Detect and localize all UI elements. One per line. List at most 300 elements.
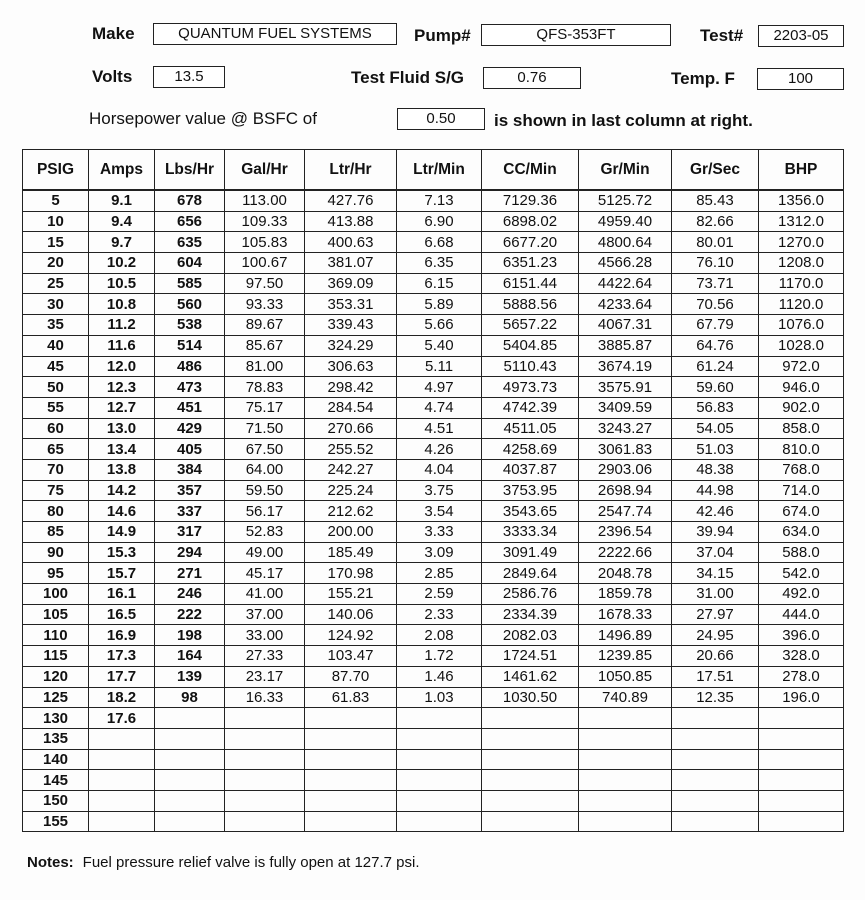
table-cell: 2222.66 xyxy=(579,542,672,563)
table-cell: 105.83 xyxy=(225,232,305,253)
table-cell: 9.7 xyxy=(89,232,155,253)
table-cell: 15.3 xyxy=(89,542,155,563)
table-cell: 2.85 xyxy=(397,563,482,584)
table-row xyxy=(23,459,844,480)
table-cell: 1859.78 xyxy=(579,584,672,605)
table-body xyxy=(23,190,844,832)
table-cell: 5125.72 xyxy=(579,190,672,211)
table-cell: 3333.34 xyxy=(482,522,579,543)
table-cell: 294 xyxy=(155,542,225,563)
table-cell xyxy=(155,811,225,832)
table-cell: 4037.87 xyxy=(482,459,579,480)
table-cell: 656 xyxy=(155,211,225,232)
table-cell: 50 xyxy=(23,377,89,398)
table-cell: 678 xyxy=(155,190,225,211)
table-cell xyxy=(397,749,482,770)
table-cell: 67.79 xyxy=(672,315,759,336)
table-cell: 1461.62 xyxy=(482,666,579,687)
table-cell: 15 xyxy=(23,232,89,253)
test-label: Test# xyxy=(700,26,744,45)
table-cell: 31.00 xyxy=(672,584,759,605)
table-cell: 3674.19 xyxy=(579,356,672,377)
table-cell: 10 xyxy=(23,211,89,232)
table-row xyxy=(23,604,844,625)
table-cell: 25 xyxy=(23,273,89,294)
table-cell: 85 xyxy=(23,522,89,543)
table-cell: 634.0 xyxy=(759,522,844,543)
table-cell: 2048.78 xyxy=(579,563,672,584)
table-cell xyxy=(305,770,397,791)
column-header: PSIG xyxy=(23,150,89,191)
table-cell: 2849.64 xyxy=(482,563,579,584)
table-cell: 155.21 xyxy=(305,584,397,605)
table-cell: 384 xyxy=(155,459,225,480)
table-cell: 5888.56 xyxy=(482,294,579,315)
table-cell: 1.72 xyxy=(397,646,482,667)
table-cell: 270.66 xyxy=(305,418,397,439)
table-cell: 14.9 xyxy=(89,522,155,543)
table-cell: 3885.87 xyxy=(579,335,672,356)
table-cell: 298.42 xyxy=(305,377,397,398)
table-cell: 2.59 xyxy=(397,584,482,605)
table-cell: 427.76 xyxy=(305,190,397,211)
table-cell: 42.46 xyxy=(672,501,759,522)
table-cell xyxy=(225,811,305,832)
table-cell: 56.83 xyxy=(672,397,759,418)
table-cell: 13.4 xyxy=(89,439,155,460)
table-cell: 55 xyxy=(23,397,89,418)
table-cell: 585 xyxy=(155,273,225,294)
table-row xyxy=(23,749,844,770)
table-cell: 80.01 xyxy=(672,232,759,253)
table-cell xyxy=(672,811,759,832)
table-cell: 339.43 xyxy=(305,315,397,336)
table-cell xyxy=(759,770,844,791)
table-cell: 4.74 xyxy=(397,397,482,418)
table-cell: 740.89 xyxy=(579,687,672,708)
table-cell: 271 xyxy=(155,563,225,584)
table-cell: 120 xyxy=(23,666,89,687)
table-cell xyxy=(397,708,482,729)
table-cell: 59.50 xyxy=(225,480,305,501)
table-row xyxy=(23,211,844,232)
table-cell: 45.17 xyxy=(225,563,305,584)
table-cell: 2082.03 xyxy=(482,625,579,646)
table-cell xyxy=(225,790,305,811)
table-row xyxy=(23,811,844,832)
table-cell: 12.3 xyxy=(89,377,155,398)
table-cell: 1028.0 xyxy=(759,335,844,356)
table-cell: 185.49 xyxy=(305,542,397,563)
table-cell: 64.00 xyxy=(225,459,305,480)
table-cell: 3.75 xyxy=(397,480,482,501)
table-cell: 16.5 xyxy=(89,604,155,625)
table-cell: 1312.0 xyxy=(759,211,844,232)
table-cell: 6.68 xyxy=(397,232,482,253)
table-row xyxy=(23,542,844,563)
table-cell: 4800.64 xyxy=(579,232,672,253)
table-cell: 145 xyxy=(23,770,89,791)
volts-label: Volts xyxy=(92,67,133,86)
table-cell: 3091.49 xyxy=(482,542,579,563)
table-cell: 768.0 xyxy=(759,459,844,480)
table-cell: 1030.50 xyxy=(482,687,579,708)
table-cell: 317 xyxy=(155,522,225,543)
table-cell xyxy=(759,790,844,811)
table-cell xyxy=(89,749,155,770)
table-cell: 139 xyxy=(155,666,225,687)
table-cell: 130 xyxy=(23,708,89,729)
table-cell: 155 xyxy=(23,811,89,832)
table-row xyxy=(23,501,844,522)
table-cell: 324.29 xyxy=(305,335,397,356)
table-cell: 972.0 xyxy=(759,356,844,377)
table-cell: 451 xyxy=(155,397,225,418)
table-cell: 35 xyxy=(23,315,89,336)
table-cell: 10.2 xyxy=(89,253,155,274)
table-cell: 714.0 xyxy=(759,480,844,501)
table-cell: 5 xyxy=(23,190,89,211)
table-cell: 3.09 xyxy=(397,542,482,563)
table-cell xyxy=(579,770,672,791)
table-cell: 27.33 xyxy=(225,646,305,667)
table-cell: 357 xyxy=(155,480,225,501)
table-cell: 17.51 xyxy=(672,666,759,687)
table-cell: 20.66 xyxy=(672,646,759,667)
table-cell: 6.15 xyxy=(397,273,482,294)
table-cell: 4.51 xyxy=(397,418,482,439)
table-cell: 105 xyxy=(23,604,89,625)
table-cell: 27.97 xyxy=(672,604,759,625)
table-row xyxy=(23,687,844,708)
table-cell: 40 xyxy=(23,335,89,356)
column-header: Ltr/Min xyxy=(397,150,482,191)
table-cell: 17.6 xyxy=(89,708,155,729)
table-cell: 170.98 xyxy=(305,563,397,584)
table-cell: 3543.65 xyxy=(482,501,579,522)
column-header: Gal/Hr xyxy=(225,150,305,191)
table-cell: 70 xyxy=(23,459,89,480)
table-cell: 75 xyxy=(23,480,89,501)
table-cell: 93.33 xyxy=(225,294,305,315)
table-cell: 635 xyxy=(155,232,225,253)
table-row xyxy=(23,335,844,356)
table-cell xyxy=(397,770,482,791)
table-cell: 6351.23 xyxy=(482,253,579,274)
table-cell xyxy=(155,708,225,729)
table-cell: 10.8 xyxy=(89,294,155,315)
table-cell: 381.07 xyxy=(305,253,397,274)
table-cell: 3243.27 xyxy=(579,418,672,439)
table-cell xyxy=(482,790,579,811)
table-cell: 150 xyxy=(23,790,89,811)
table-cell: 2903.06 xyxy=(579,459,672,480)
table-cell: 33.00 xyxy=(225,625,305,646)
table-row xyxy=(23,728,844,749)
table-cell: 20 xyxy=(23,253,89,274)
table-cell: 4422.64 xyxy=(579,273,672,294)
table-cell: 12.35 xyxy=(672,687,759,708)
table-cell xyxy=(89,811,155,832)
table-cell: 6151.44 xyxy=(482,273,579,294)
table-cell xyxy=(672,749,759,770)
table-cell: 538 xyxy=(155,315,225,336)
table-cell: 2547.74 xyxy=(579,501,672,522)
table-cell: 4067.31 xyxy=(579,315,672,336)
table-cell: 486 xyxy=(155,356,225,377)
table-row xyxy=(23,190,844,211)
table-cell: 89.67 xyxy=(225,315,305,336)
table-cell: 34.15 xyxy=(672,563,759,584)
test-fluid-label: Test Fluid S/G xyxy=(351,68,465,87)
table-cell: 140.06 xyxy=(305,604,397,625)
table-cell: 3575.91 xyxy=(579,377,672,398)
table-cell: 64.76 xyxy=(672,335,759,356)
table-cell: 48.38 xyxy=(672,459,759,480)
table-cell: 4742.39 xyxy=(482,397,579,418)
column-header: Amps xyxy=(89,150,155,191)
table-cell xyxy=(155,728,225,749)
table-cell: 200.00 xyxy=(305,522,397,543)
table-row xyxy=(23,377,844,398)
table-cell: 95 xyxy=(23,563,89,584)
table-cell: 11.2 xyxy=(89,315,155,336)
table-row xyxy=(23,625,844,646)
table-cell xyxy=(759,708,844,729)
table-cell: 140 xyxy=(23,749,89,770)
table-cell: 10.5 xyxy=(89,273,155,294)
table-cell: 17.7 xyxy=(89,666,155,687)
pump-label: Pump# xyxy=(414,26,471,45)
table-cell xyxy=(305,790,397,811)
table-cell: 6677.20 xyxy=(482,232,579,253)
table-cell: 6.90 xyxy=(397,211,482,232)
table-cell: 59.60 xyxy=(672,377,759,398)
table-cell: 135 xyxy=(23,728,89,749)
table-cell: 54.05 xyxy=(672,418,759,439)
table-cell: 7.13 xyxy=(397,190,482,211)
table-cell: 212.62 xyxy=(305,501,397,522)
table-cell: 90 xyxy=(23,542,89,563)
table-cell: 1724.51 xyxy=(482,646,579,667)
table-cell: 6898.02 xyxy=(482,211,579,232)
table-cell xyxy=(397,811,482,832)
table-cell xyxy=(225,770,305,791)
table-row xyxy=(23,646,844,667)
table-cell: 98 xyxy=(155,687,225,708)
table-cell: 3061.83 xyxy=(579,439,672,460)
table-row xyxy=(23,480,844,501)
table-row xyxy=(23,563,844,584)
table-cell: 2.33 xyxy=(397,604,482,625)
table-cell: 588.0 xyxy=(759,542,844,563)
table-cell: 196.0 xyxy=(759,687,844,708)
table-cell: 1.03 xyxy=(397,687,482,708)
table-cell xyxy=(397,790,482,811)
table-cell: 1.46 xyxy=(397,666,482,687)
table-cell xyxy=(579,811,672,832)
table-cell: 76.10 xyxy=(672,253,759,274)
table-cell: 100 xyxy=(23,584,89,605)
notes xyxy=(27,854,420,871)
table-cell xyxy=(759,811,844,832)
table-cell: 60 xyxy=(23,418,89,439)
table-row xyxy=(23,708,844,729)
table-cell: 12.7 xyxy=(89,397,155,418)
table-cell: 413.88 xyxy=(305,211,397,232)
table-row xyxy=(23,770,844,791)
table-row xyxy=(23,273,844,294)
table-cell: 284.54 xyxy=(305,397,397,418)
table-cell: 400.63 xyxy=(305,232,397,253)
table-cell: 429 xyxy=(155,418,225,439)
column-header: Lbs/Hr xyxy=(155,150,225,191)
table-cell: 1356.0 xyxy=(759,190,844,211)
table-cell: 353.31 xyxy=(305,294,397,315)
table-cell: 946.0 xyxy=(759,377,844,398)
table-cell: 542.0 xyxy=(759,563,844,584)
table-cell: 396.0 xyxy=(759,625,844,646)
table-cell: 65 xyxy=(23,439,89,460)
table-cell: 514 xyxy=(155,335,225,356)
column-header: Gr/Min xyxy=(579,150,672,191)
table-cell: 5.66 xyxy=(397,315,482,336)
table-cell: 246 xyxy=(155,584,225,605)
table-cell: 67.50 xyxy=(225,439,305,460)
table-cell xyxy=(672,708,759,729)
table-cell: 1050.85 xyxy=(579,666,672,687)
table-cell: 604 xyxy=(155,253,225,274)
table-cell: 328.0 xyxy=(759,646,844,667)
table-cell: 473 xyxy=(155,377,225,398)
table-cell: 73.71 xyxy=(672,273,759,294)
table-cell: 278.0 xyxy=(759,666,844,687)
table-row xyxy=(23,294,844,315)
table-cell xyxy=(155,790,225,811)
table-cell: 444.0 xyxy=(759,604,844,625)
table-cell: 103.47 xyxy=(305,646,397,667)
table-cell: 13.0 xyxy=(89,418,155,439)
table-cell: 2334.39 xyxy=(482,604,579,625)
table-cell: 5657.22 xyxy=(482,315,579,336)
table-cell: 306.63 xyxy=(305,356,397,377)
table-cell: 810.0 xyxy=(759,439,844,460)
table-cell: 113.00 xyxy=(225,190,305,211)
volts-field: 13.5 xyxy=(153,66,225,88)
table-cell xyxy=(482,770,579,791)
table-cell: 56.17 xyxy=(225,501,305,522)
table-cell: 560 xyxy=(155,294,225,315)
table-row xyxy=(23,584,844,605)
table-cell: 110 xyxy=(23,625,89,646)
table-cell xyxy=(155,770,225,791)
table-cell: 1208.0 xyxy=(759,253,844,274)
table-cell: 5.89 xyxy=(397,294,482,315)
table-cell xyxy=(305,811,397,832)
table-cell: 9.4 xyxy=(89,211,155,232)
table-cell: 3409.59 xyxy=(579,397,672,418)
table-row xyxy=(23,356,844,377)
table-cell: 15.7 xyxy=(89,563,155,584)
table-row xyxy=(23,522,844,543)
table-cell: 61.83 xyxy=(305,687,397,708)
table-cell xyxy=(672,728,759,749)
table-cell xyxy=(579,728,672,749)
table-cell: 2396.54 xyxy=(579,522,672,543)
table-cell: 1239.85 xyxy=(579,646,672,667)
table-cell xyxy=(482,728,579,749)
table-row xyxy=(23,666,844,687)
table-cell: 1496.89 xyxy=(579,625,672,646)
table-cell xyxy=(579,749,672,770)
table-cell: 49.00 xyxy=(225,542,305,563)
table-cell: 1678.33 xyxy=(579,604,672,625)
table-cell: 4959.40 xyxy=(579,211,672,232)
table-cell: 85.67 xyxy=(225,335,305,356)
table-cell: 225.24 xyxy=(305,480,397,501)
table-cell: 16.1 xyxy=(89,584,155,605)
table-cell: 1076.0 xyxy=(759,315,844,336)
table-cell: 3.54 xyxy=(397,501,482,522)
table-cell: 81.00 xyxy=(225,356,305,377)
table-cell: 337 xyxy=(155,501,225,522)
table-row xyxy=(23,253,844,274)
table-cell: 1120.0 xyxy=(759,294,844,315)
table-cell xyxy=(305,728,397,749)
table-cell: 2.08 xyxy=(397,625,482,646)
table-cell: 80 xyxy=(23,501,89,522)
table-cell xyxy=(305,708,397,729)
table-cell: 24.95 xyxy=(672,625,759,646)
table-cell: 4566.28 xyxy=(579,253,672,274)
table-cell: 14.6 xyxy=(89,501,155,522)
table-cell xyxy=(482,749,579,770)
make-label: Make xyxy=(92,24,135,43)
table-cell: 4973.73 xyxy=(482,377,579,398)
table-cell: 78.83 xyxy=(225,377,305,398)
table-cell: 242.27 xyxy=(305,459,397,480)
table-cell: 4.97 xyxy=(397,377,482,398)
notes-label: Notes: xyxy=(27,854,74,871)
pump-field: QFS-353FT xyxy=(481,24,671,46)
table-cell: 100.67 xyxy=(225,253,305,274)
table-cell: 198 xyxy=(155,625,225,646)
table-cell: 41.00 xyxy=(225,584,305,605)
test-field: 2203-05 xyxy=(758,25,844,47)
test-fluid-field: 0.76 xyxy=(483,67,581,89)
table-cell xyxy=(482,811,579,832)
table-cell xyxy=(225,708,305,729)
table-row xyxy=(23,418,844,439)
table-cell: 5.11 xyxy=(397,356,482,377)
table-cell: 2698.94 xyxy=(579,480,672,501)
table-cell: 23.17 xyxy=(225,666,305,687)
table-cell: 902.0 xyxy=(759,397,844,418)
table-cell: 16.33 xyxy=(225,687,305,708)
table-cell: 5110.43 xyxy=(482,356,579,377)
table-cell: 7129.36 xyxy=(482,190,579,211)
make-field: QUANTUM FUEL SYSTEMS xyxy=(153,23,397,45)
column-header: Ltr/Hr xyxy=(305,150,397,191)
table-cell: 39.94 xyxy=(672,522,759,543)
table-cell: 16.9 xyxy=(89,625,155,646)
table-cell xyxy=(672,790,759,811)
table-cell: 97.50 xyxy=(225,273,305,294)
table-cell xyxy=(225,749,305,770)
table-cell xyxy=(579,790,672,811)
table-cell: 4233.64 xyxy=(579,294,672,315)
table-cell: 6.35 xyxy=(397,253,482,274)
